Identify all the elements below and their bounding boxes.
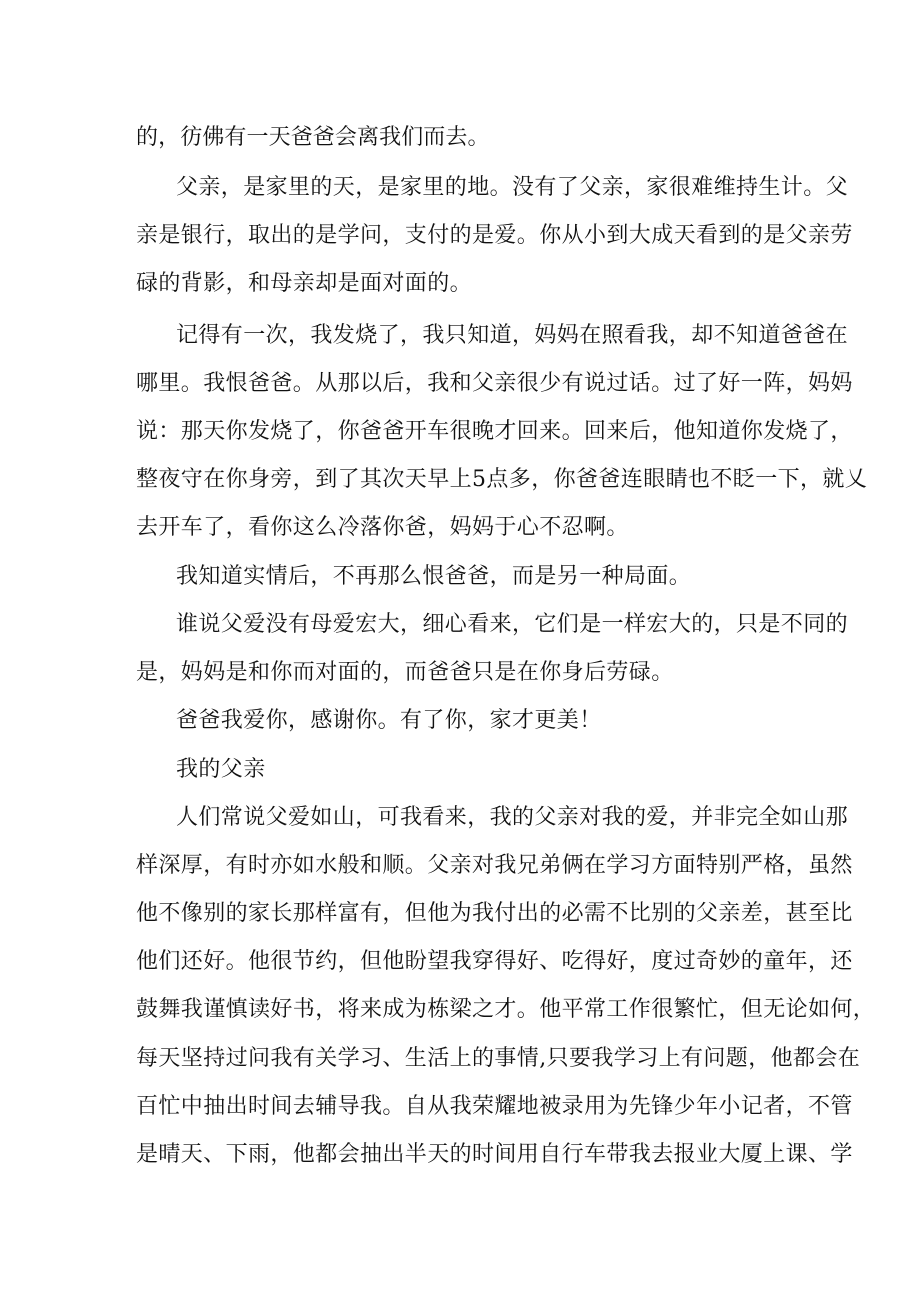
text-line: 他不像别的家长那样富有，但他为我付出的必需不比别的父亲差，甚至比	[136, 901, 853, 926]
text-line: 哪里。我恨爸爸。从那以后，我和父亲很少有说过话。过了好一阵，妈妈	[136, 371, 853, 396]
text-line: 我知道实情后，不再那么恨爸爸，而是另一种局面。	[176, 564, 692, 589]
text-line: 百忙中抽出时间去辅导我。自从我荣耀地被录用为先锋少年小记者，不管	[136, 1094, 853, 1119]
text-line: 整夜守在你身旁，到了其次天早上5点多，你爸爸连眼睛也不眨一下，就乂	[136, 467, 868, 492]
text-line: 父亲，是家里的天，是家里的地。没有了父亲，家很难维持生计。父	[176, 175, 849, 200]
text-line: 爸爸我爱你，感谢你。有了你，家才更美！	[176, 708, 602, 733]
text-line: 每天坚持过问我有关学习、生活上的事情,只要我学习上有问题，他都会在	[136, 1046, 861, 1071]
text-line: 样深厚，有时亦如水般和顺。父亲对我兄弟俩在学习方面特别严格，虽然	[136, 853, 853, 878]
text-line: 是，妈妈是和你而对面的，而爸爸只是在你身后劳碌。	[136, 660, 674, 685]
text-line: 亲是银行，取出的是学问，支付的是爱。你从小到大成天看到的是父亲劳	[136, 223, 853, 248]
text-line: 的，彷佛有一天爸爸会离我们而去。	[136, 125, 490, 150]
text-line: 是晴天、下雨，他都会抽出半天的时间用自行车带我去报业大厦上课、学	[136, 1142, 853, 1167]
text-line: 说：那天你发烧了，你爸爸开车很晚才回来。回来后，他知道你发烧了，	[136, 419, 853, 444]
text-line: 鼓舞我谨慎读好书，将来成为栋梁之才。他平常工作很繁忙，但无论如何，	[136, 997, 876, 1022]
text-line: 记得有一次，我发烧了，我只知道，妈妈在照看我，却不知道爸爸在	[176, 323, 849, 348]
section-heading: 我的父亲	[176, 757, 266, 782]
text-line: 去开车了，看你这么冷落你爸，妈妈于心不忍啊。	[136, 515, 629, 540]
text-line: 他们还好。他很节约，但他盼望我穿得好、吃得好，度过奇妙的童年，还	[136, 949, 853, 974]
text-line: 人们常说父爱如山，可我看来，我的父亲对我的爱，并非完全如山那	[176, 805, 849, 830]
text-line: 碌的背影，和母亲却是面对面的。	[136, 271, 473, 296]
text-line: 谁说父爱没有母爱宏大，细心看来，它们是一样宏大的，只是不同的	[176, 612, 849, 637]
